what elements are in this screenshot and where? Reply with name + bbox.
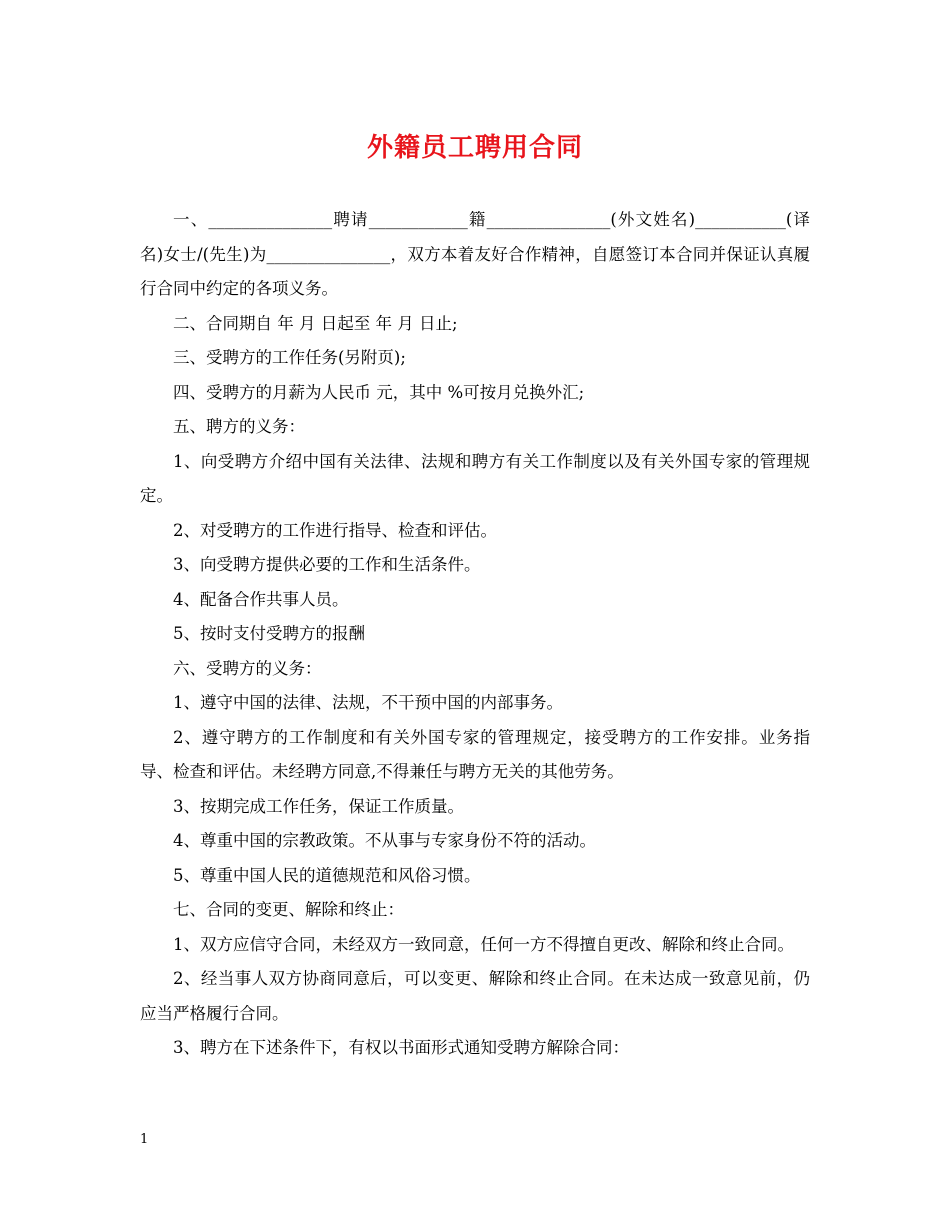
paragraph: 六、受聘方的义务： (173, 658, 322, 678)
paragraph: 2、经当事人双方协商同意后，可以变更、解除和终止合同。在未达成一致意见前，仍应当严格履行合同。 (140, 969, 810, 1023)
document-title: 外籍员工聘用合同 (366, 133, 583, 163)
paragraph: 1、向受聘方介绍中国有关法律、法规和聘方有关工作制度以及有关外国专家的管理规定。 (140, 451, 810, 505)
paragraph: 七、合同的变更、解除和终止： (173, 900, 404, 919)
paragraph: 4、尊重中国的宗教政策。不从事与专家身份不符的活动。 (173, 831, 596, 850)
paragraph: 5、尊重中国人民的道德规范和风俗习惯。 (173, 865, 481, 885)
paragraph: 3、聘方在下述条件下，有权以书面形式通知受聘方解除合同： (173, 1038, 629, 1057)
document-body (140, 203, 810, 1066)
paragraph: 5、按时支付受聘方的报酬 (173, 624, 365, 643)
paragraph: 1、遵守中国的法律、法规，不干预中国的内部事务。 (173, 693, 563, 712)
paragraph: 三、受聘方的工作任务(另附页); (173, 348, 406, 367)
paragraph: 3、向受聘方提供必要的工作和生活条件。 (173, 555, 481, 574)
paragraph: 一、_______________聘请____________籍_______________(外文姓名)___________(译名)女士/(先生)为_______________，双方本着友好合作精神，自愿签订本合同并保证认真履行合同中约定的各项义务。 (140, 210, 810, 298)
paragraph: 2、遵守聘方的工作制度和有关外国专家的管理规定，接受聘方的工作安排。业务指导、检查和评估。未经聘方同意,不得兼任与聘方无关的其他劳务。 (140, 727, 810, 781)
paragraph: 2、对受聘方的工作进行指导、检查和评估。 (173, 520, 497, 540)
paragraph: 3、按期完成工作任务，保证工作质量。 (173, 796, 464, 816)
paragraph: 五、聘方的义务： (173, 417, 305, 436)
paragraph: 四、受聘方的月薪为人民币 元，其中 %可按月兑换外汇; (173, 382, 585, 402)
paragraph: 二、合同期自 年 月 日起至 年 月 日止; (173, 313, 458, 333)
paragraph: 4、配备合作共事人员。 (173, 589, 349, 609)
paragraph: 1、双方应信守合同，未经双方一致同意，任何一方不得擅自更改、解除和终止合同。 (173, 934, 794, 954)
page-number: 1 (140, 1132, 149, 1147)
